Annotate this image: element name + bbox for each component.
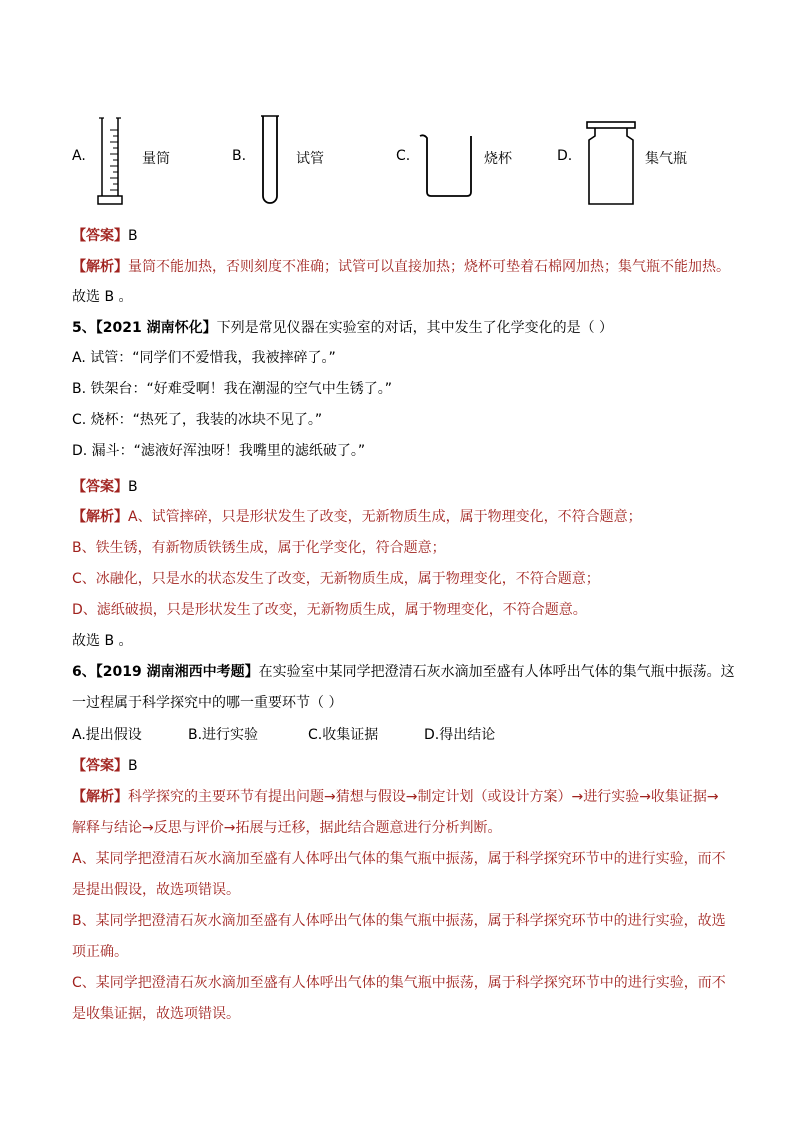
q6-question-line1 <box>72 662 735 682</box>
option-a-letter: A. <box>72 148 86 164</box>
q5-source: 5、【2021 湖南怀化】 <box>72 320 217 336</box>
q4-options-row <box>0 112 794 212</box>
analysis-text: A、试管摔碎，只是形状发生了改变，无新物质生成，属于物理变化，不符合题意； <box>128 509 642 525</box>
q4-conclusion: 故选 B 。 <box>72 289 133 305</box>
q5-analysis-a <box>72 507 642 527</box>
q6-question-line2: 一过程属于科学探究中的哪一重要环节（ ） <box>72 695 343 711</box>
q6-analysis-c-line2: 是收集证据，故选项错误。 <box>72 1006 240 1022</box>
option-a <box>72 112 192 212</box>
option-b-letter: B. <box>232 148 247 164</box>
analysis-text: 量筒不能加热，否则刻度不准确；试管可以直接加热；烧杯可垫着石棉网加热；集气瓶不能加热。 <box>128 259 730 275</box>
test-tube-icon <box>258 114 282 208</box>
option-d-letter: D. <box>557 148 573 164</box>
q6-analysis-b-line1: B、某同学把澄清石灰水滴加至盛有人体呼出气体的集气瓶中振荡，属于科学探究环节中的进行实验，故选 <box>72 913 726 929</box>
graduated-cylinder-icon <box>96 116 126 208</box>
option-d-name: 集气瓶 <box>645 151 687 167</box>
analysis-tag: 【解析】 <box>72 259 128 275</box>
q6-question-text: 在实验室中某同学把澄清石灰水滴加至盛有人体呼出气体的集气瓶中振荡。这 <box>258 664 735 680</box>
q4-answer <box>72 226 138 246</box>
q6-choices <box>72 724 632 744</box>
q5-answer <box>72 477 138 497</box>
q5-analysis-b: B、铁生锈，有新物质铁锈生成，属于化学变化，符合题意； <box>72 540 446 556</box>
q5-option-b: B. 铁架台：“好难受啊！我在潮湿的空气中生锈了。” <box>72 381 393 397</box>
q6-analysis-c-line1: C、某同学把澄清石灰水滴加至盛有人体呼出气体的集气瓶中振荡，属于科学探究环节中的进行实验，而不 <box>72 975 726 991</box>
q5-option-c: C. 烧杯：“热死了，我装的冰块不见了。” <box>72 412 323 428</box>
option-c <box>396 112 526 212</box>
q6-choice-a: A.提出假设 <box>72 727 142 743</box>
answer-tag: 【答案】 <box>72 228 128 244</box>
q5-option-a: A. 试管：“同学们不爱惜我，我被摔碎了。” <box>72 350 336 366</box>
q6-source: 6、【2019 湖南湘西中考题】 <box>72 664 259 680</box>
q6-choice-b: B.进行实验 <box>188 727 259 743</box>
q6-choice-c: C.收集证据 <box>308 727 379 743</box>
analysis-tag: 【解析】 <box>72 789 128 805</box>
answer-tag: 【答案】 <box>72 479 128 495</box>
answer-value: B <box>128 479 138 495</box>
option-c-name: 烧杯 <box>484 151 512 167</box>
q5-option-d: D. 漏斗：“滤液好浑浊呀！我嘴里的滤纸破了。” <box>72 443 366 459</box>
q6-analysis-line2: 解释与结论→反思与评价→拓展与迁移，据此结合题意进行分析判断。 <box>72 820 502 836</box>
q5-analysis-c: C、冰融化，只是水的状态发生了改变，无新物质生成，属于物理变化，不符合题意； <box>72 571 600 587</box>
answer-value: B <box>128 228 138 244</box>
option-a-name: 量筒 <box>142 151 170 167</box>
beaker-icon <box>418 132 478 198</box>
q5-question-text: 下列是常见仪器在实验室的对话，其中发生了化学变化的是（ ） <box>216 320 614 336</box>
q5-conclusion: 故选 B 。 <box>72 633 133 649</box>
answer-value: B <box>128 758 138 774</box>
option-d <box>557 112 697 212</box>
q6-analysis-b-line2: 项正确。 <box>72 944 128 960</box>
analysis-tag: 【解析】 <box>72 509 128 525</box>
answer-tag: 【答案】 <box>72 758 128 774</box>
q6-choice-d: D.得出结论 <box>424 727 496 743</box>
q6-analysis-a-line1: A、某同学把澄清石灰水滴加至盛有人体呼出气体的集气瓶中振荡，属于科学探究环节中的进行实验，而不 <box>72 851 726 867</box>
q5-analysis-d: D、滤纸破损，只是形状发生了改变，无新物质生成，属于物理变化，不符合题意。 <box>72 602 587 618</box>
q5-question <box>72 318 613 338</box>
gas-jar-icon <box>585 120 637 206</box>
option-c-letter: C. <box>396 148 411 164</box>
q6-analysis-a-line2: 是提出假设，故选项错误。 <box>72 882 240 898</box>
analysis-text: 科学探究的主要环节有提出问题→猜想与假设→制定计划（或设计方案）→进行实验→收集证据→ <box>128 789 719 805</box>
option-b-name: 试管 <box>296 151 324 167</box>
option-b <box>232 112 352 212</box>
q6-answer <box>72 756 138 776</box>
q6-analysis-line1 <box>72 787 719 807</box>
q4-analysis <box>72 257 730 277</box>
